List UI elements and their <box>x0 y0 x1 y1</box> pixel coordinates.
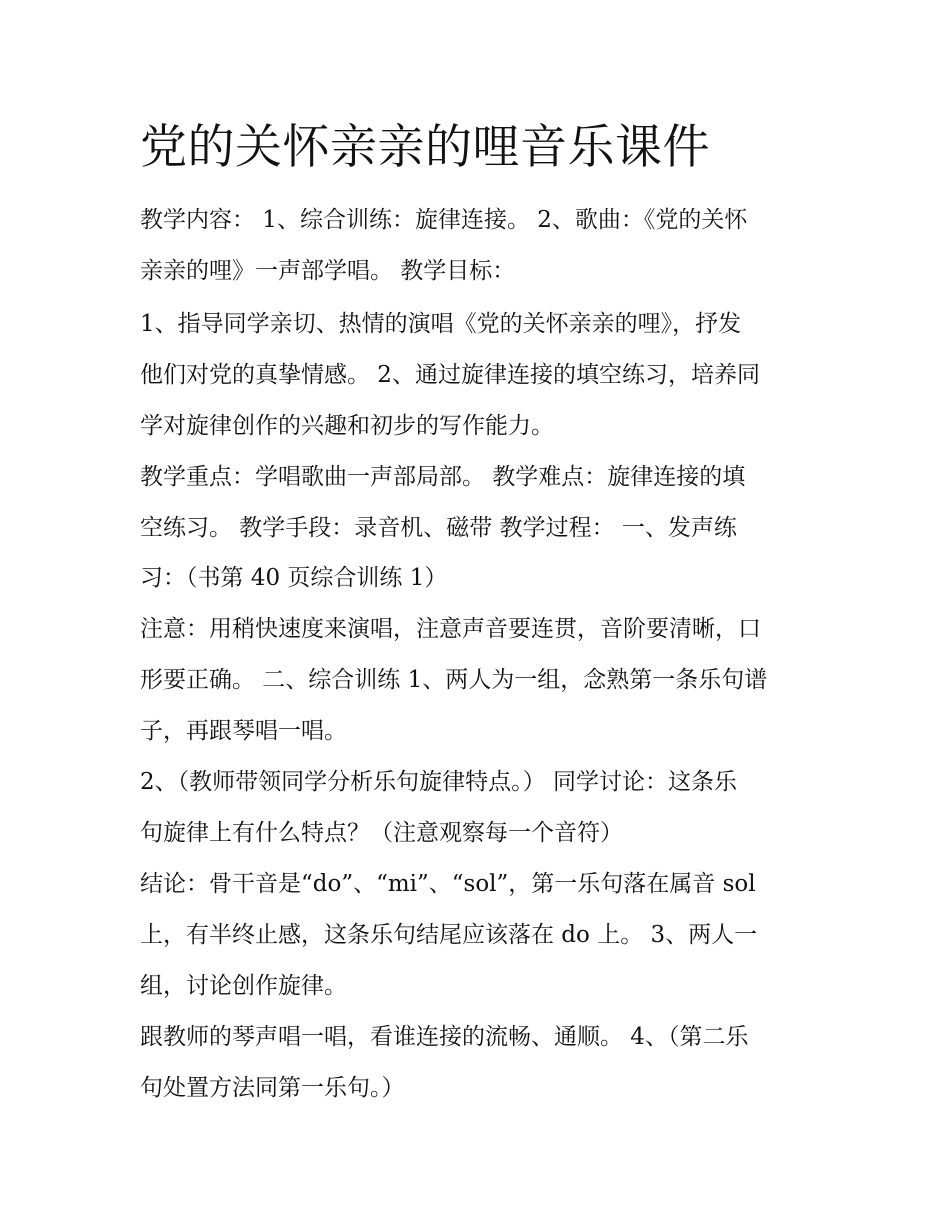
body-line: 学对旋律创作的兴趣和初步的写作能力。 <box>140 413 554 439</box>
body-line: 跟教师的琴声唱一唱，看谁连接的流畅、通顺。 4、（第二乐 <box>140 1024 749 1050</box>
body-line: 子，再跟琴唱一唱。 <box>140 718 347 744</box>
body-line: 句处置方法同第一乐句。） <box>140 1075 405 1101</box>
body-line: 教学重点：学唱歌曲一声部局部。 教学难点：旋律连接的填 <box>140 464 746 490</box>
body-line: 形要正确。 二、综合训练 1、两人为一组，念熟第一条乐句谱 <box>140 667 768 693</box>
body-line: 组，讨论创作旋律。 <box>140 973 347 999</box>
body-line: 句旋律上有什么特点？（注意观察每一个音符） <box>140 820 623 846</box>
body-line: 他们对党的真挚情感。 2、通过旋律连接的填空练习，培养同 <box>140 362 760 388</box>
body-line: 亲亲的哩》一声部学唱。 教学目标： <box>140 258 516 284</box>
body-line: 教学内容： 1、综合训练：旋律连接。 2、歌曲：《党的关怀 <box>140 207 748 233</box>
body-line: 1、指导同学亲切、热情的演唱《党的关怀亲亲的哩》，抒发 <box>140 311 742 337</box>
body-line: 注意：用稍快速度来演唱，注意声音要连贯，音阶要清晰，口 <box>140 616 761 642</box>
body-line: 上，有半终止感，这条乐句结尾应该落在 do 上。 3、两人一 <box>140 922 758 948</box>
body-line: 空练习。 教学手段：录音机、磁带 教学过程： 一、发声练 <box>140 515 737 541</box>
body-line: 结论：骨干音是“do”、“mi”、“sol”，第一乐句落在属音 sol <box>140 871 756 897</box>
body-line: 2、（教师带领同学分析乐句旋律特点。） 同学讨论：这条乐 <box>140 769 737 795</box>
document-title: 党的关怀亲亲的哩音乐课件 <box>140 120 710 175</box>
body-line: 习：（书第 40 页综合训练 1） <box>140 565 448 591</box>
